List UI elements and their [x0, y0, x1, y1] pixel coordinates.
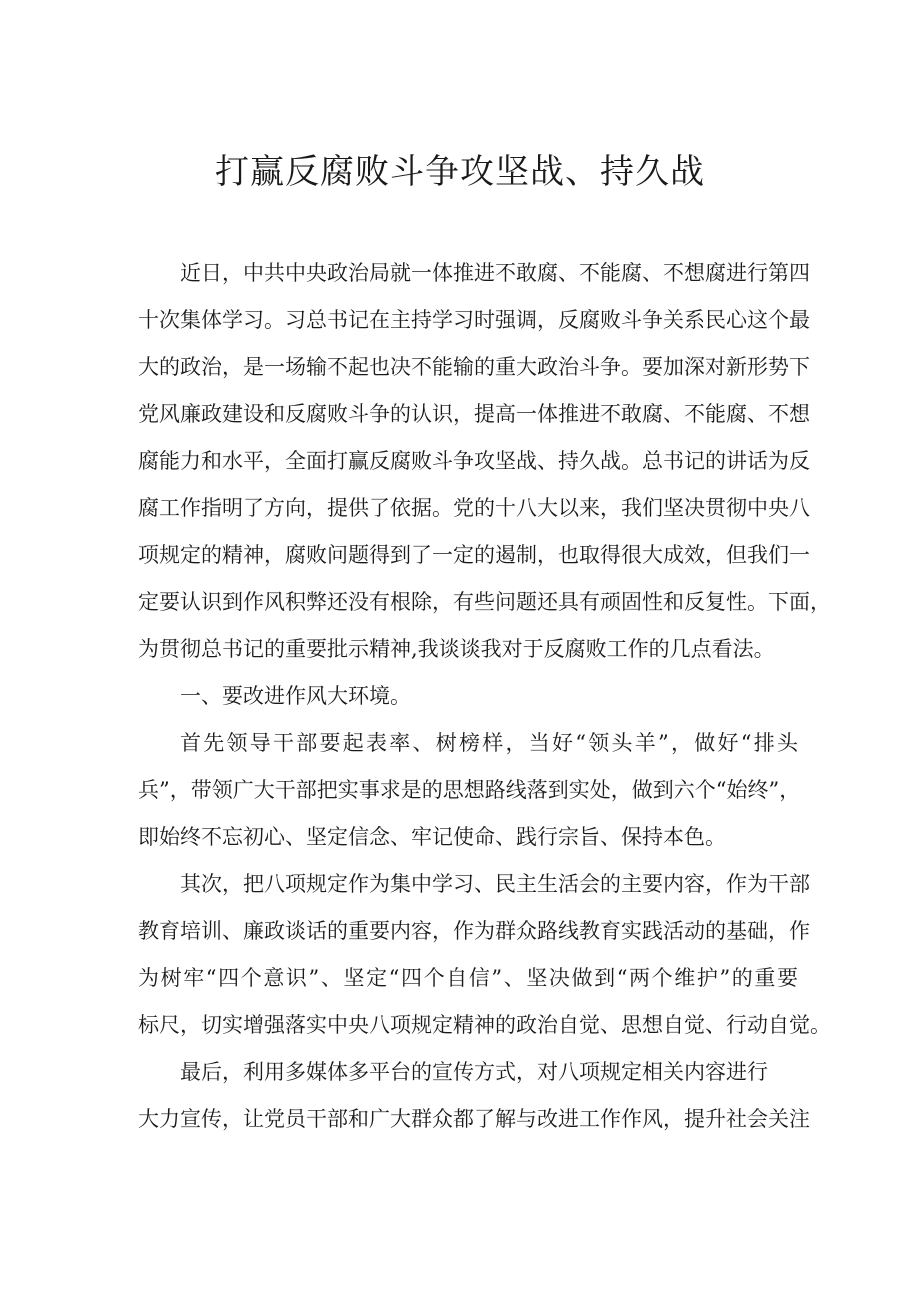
text-line: 其次，把八项规定作为集中学习、民主生活会的主要内容，作为干部: [180, 872, 810, 896]
text-line: 近日，中共中央政治局就一体推进不敢腐、不能腐、不想腐进行第四: [180, 261, 810, 285]
text-line: 标尺，切实增强落实中央八项规定精神的政治自觉、思想自觉、行动自觉。: [138, 1013, 831, 1037]
text-line: 为树牢“四个意识”、坚定“四个自信”、坚决做到“两个维护”的重要: [138, 966, 798, 990]
section-heading-text: 一、要改进作风大环境。: [180, 684, 411, 708]
text-line: 为贯彻总书记的重要批示精神,我谈谈我对于反腐败工作的几点看法。: [138, 637, 775, 661]
text-line: 大力宣传，让党员干部和广大群众都了解与改进工作作风，提升社会关注: [138, 1107, 810, 1131]
text-line: 腐工作指明了方向，提供了依据。党的十八大以来，我们坚决贯彻中央八: [138, 496, 810, 520]
text-line: 兵”，带领广大干部把实事求是的思想路线落到实处，做到六个“始终”，: [138, 778, 801, 802]
text-line: 党风廉政建设和反腐败斗争的认识，提高一体推进不敢腐、不能腐、不想: [138, 402, 810, 426]
text-line: 腐能力和水平，全面打赢反腐败斗争攻坚战、持久战。总书记的讲话为反: [138, 449, 810, 473]
text-line: 定要认识到作风积弊还没有根除，有些问题还具有顽固性和反复性。下面，: [138, 590, 831, 614]
text-line: 即始终不忘初心、坚定信念、牢记使命、践行宗旨、保持本色。: [138, 825, 726, 849]
paragraph-second: [138, 861, 831, 1049]
text-line: 项规定的精神，腐败问题得到了一定的遏制，也取得很大成效，但我们一: [138, 543, 810, 567]
paragraph-first: [138, 720, 801, 861]
paragraph-last: [138, 1049, 810, 1143]
document-title: 打赢反腐败斗争攻坚战、持久战: [215, 152, 705, 192]
text-line: 大的政治，是一场输不起也决不能输的重大政治斗争。要加深对新形势下: [138, 355, 810, 379]
paragraph-intro: [138, 250, 831, 673]
text-line: 教育培训、廉政谈话的重要内容，作为群众路线教育实践活动的基础，作: [138, 919, 810, 943]
text-line: 首先领导干部要起表率、树榜样，当好“领头羊”，做好“排头: [180, 731, 798, 755]
document-body: [138, 250, 831, 1143]
section-heading: [138, 673, 798, 720]
text-line: 十次集体学习。习总书记在主持学习时强调，反腐败斗争关系民心这个最: [138, 308, 810, 332]
text-line: 最后，利用多媒体多平台的宣传方式，对八项规定相关内容进行: [180, 1060, 768, 1084]
